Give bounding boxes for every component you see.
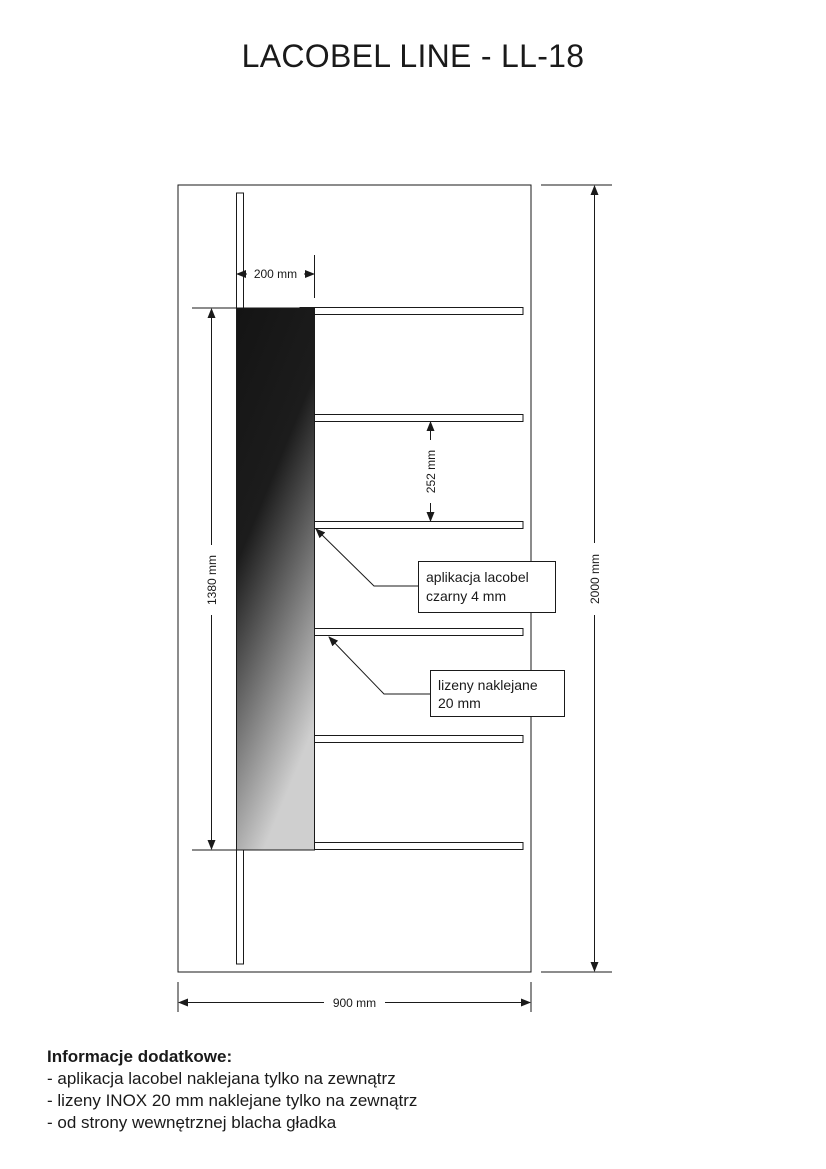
dimension-label-door-width: 900 mm <box>332 996 377 1010</box>
callout-lacobel-line2: czarny 4 mm <box>426 588 507 604</box>
callout-lacobel-line1: aplikacja lacobel <box>426 569 529 585</box>
horizontal-strip <box>300 522 523 529</box>
callout-strips-line1: lizeny naklejane <box>438 677 538 693</box>
additional-info <box>47 1046 787 1134</box>
horizontal-strip <box>300 843 523 850</box>
horizontal-strip <box>300 629 523 636</box>
additional-info-item: - aplikacja lacobel naklejana tylko na zewnątrz <box>47 1069 396 1088</box>
dimension-door-width <box>178 982 531 1012</box>
dimension-label-panel-width: 200 mm <box>253 267 298 281</box>
page-title: LACOBEL LINE - LL-18 <box>241 38 585 74</box>
dimension-label-strip-spacing: 252 mm <box>424 449 438 494</box>
horizontal-strip <box>300 415 523 422</box>
lacobel-panel <box>237 308 315 850</box>
horizontal-strip <box>300 736 523 743</box>
additional-info-item: - od strony wewnętrznej blacha gładka <box>47 1113 337 1132</box>
horizontal-strip <box>300 308 523 315</box>
callout-strips-line2: 20 mm <box>438 695 481 711</box>
dimension-label-panel-height: 1380 mm <box>205 554 219 606</box>
additional-info-item: - lizeny INOX 20 mm naklejane tylko na zewnątrz <box>47 1091 418 1110</box>
additional-info-heading: Informacje dodatkowe: <box>47 1047 233 1066</box>
dimension-label-door-height: 2000 mm <box>588 553 602 605</box>
